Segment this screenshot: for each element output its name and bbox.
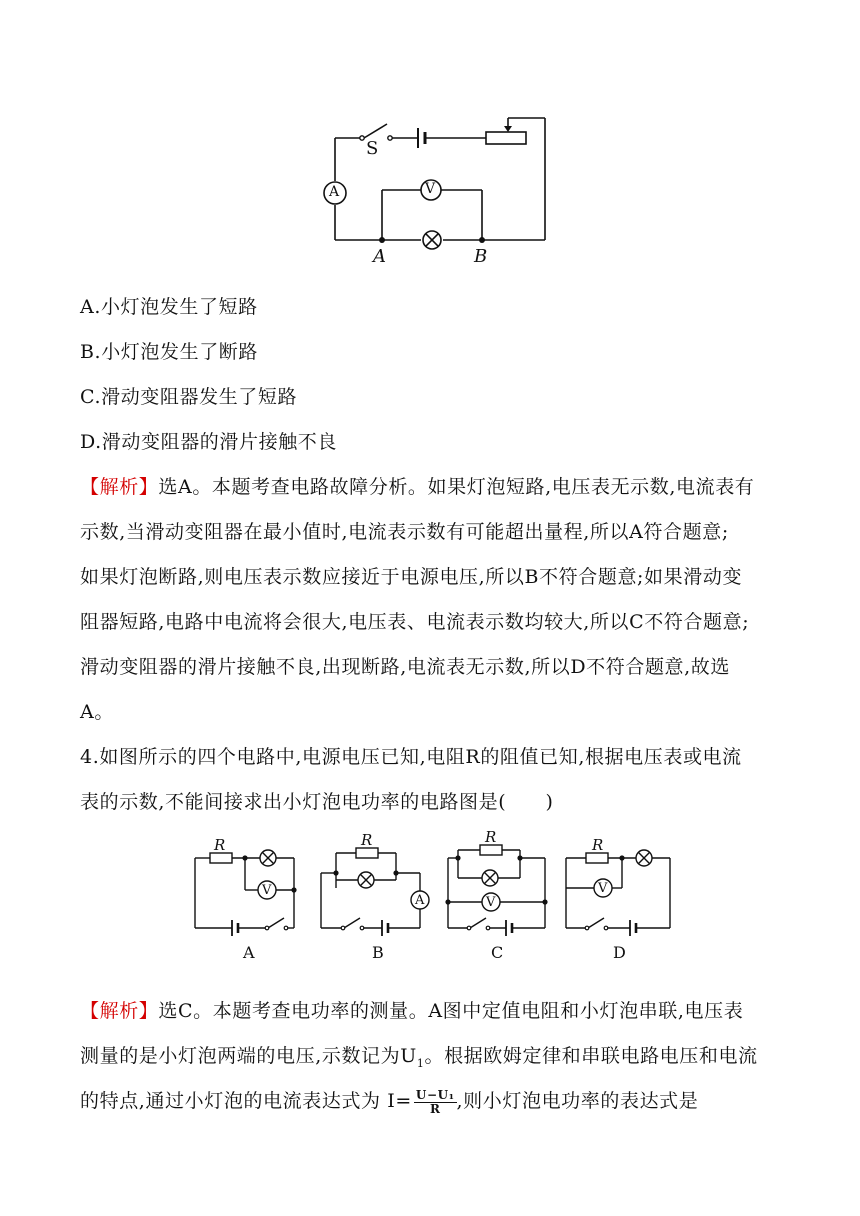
analysis-line: 的特点,通过小灯泡的电流表达式为 I= $\frac{\text{U−U₁}}{R}$ ,则小灯泡电功率的表达式是 <box>80 1087 699 1116</box>
option-c: C.滑动变阻器发生了短路 <box>80 386 298 408</box>
question-4-line: 4.如图所示的四个电路中,电源电压已知,电阻R的阻值已知,根据电压表或电流 <box>80 746 742 768</box>
analysis-line: 示数,当滑动变阻器在最小值时,电流表示数有可能超出量程,所以A符合题意; <box>80 521 729 543</box>
caption-d: D <box>613 943 626 962</box>
resistor-label: R <box>592 836 604 854</box>
voltmeter-label: V <box>598 881 608 896</box>
voltmeter-label: V <box>425 181 436 197</box>
current-formula-fraction: $\frac{\text{U−U₁}}{R}$ <box>415 1087 455 1116</box>
analysis-tag: 【解析】 <box>80 1000 159 1022</box>
option-b: B.小灯泡发生了断路 <box>80 341 259 363</box>
analysis-line: 【解析】选A。本题考查电路故障分析。如果灯泡短路,电压表无示数,电流表有 <box>80 476 755 498</box>
caption-c: C <box>491 943 504 962</box>
option-d: D.滑动变阻器的滑片接触不良 <box>80 431 337 453</box>
ammeter-label: A <box>329 184 340 200</box>
caption-a: A <box>243 943 255 962</box>
analysis-tag: 【解析】 <box>80 476 159 498</box>
switch-label: S <box>366 138 379 159</box>
analysis-line: 阻器短路,电路中电流将会很大,电压表、电流表示数均较大,所以C不符合题意; <box>80 611 750 633</box>
analysis-line: A。 <box>80 701 114 723</box>
node-a-label: A <box>373 246 386 267</box>
resistor-label: R <box>485 828 497 846</box>
resistor-label: R <box>361 831 373 849</box>
voltmeter-label: V <box>486 895 496 910</box>
analysis-line: 【解析】选C。本题考查电功率的测量。A图中定值电阻和小灯泡串联,电压表 <box>80 1000 744 1022</box>
resistor-label: R <box>214 836 226 854</box>
analysis-line: 如果灯泡断路,则电压表示数应接近于电源电压,所以B不符合题意;如果滑动变 <box>80 566 743 588</box>
option-a: A.小灯泡发生了短路 <box>80 296 258 318</box>
node-b-label: B <box>474 246 488 267</box>
analysis-line: 测量的是小灯泡两端的电压,示数记为$U_1$。根据欧姆定律和串联电路电压和电流 <box>80 1045 758 1070</box>
ammeter-label: A <box>415 893 425 908</box>
circuit-c <box>448 845 545 936</box>
circuit-a <box>195 850 294 936</box>
voltmeter-label: V <box>262 883 272 898</box>
caption-b: B <box>372 943 384 962</box>
circuit-d <box>566 850 670 936</box>
circuit-b <box>321 848 429 936</box>
question-4-line: 表的示数,不能间接求出小灯泡电功率的电路图是( ) <box>80 791 554 813</box>
analysis-line: 滑动变阻器的滑片接触不良,出现断路,电流表无示数,所以D不符合题意,故选 <box>80 656 730 678</box>
